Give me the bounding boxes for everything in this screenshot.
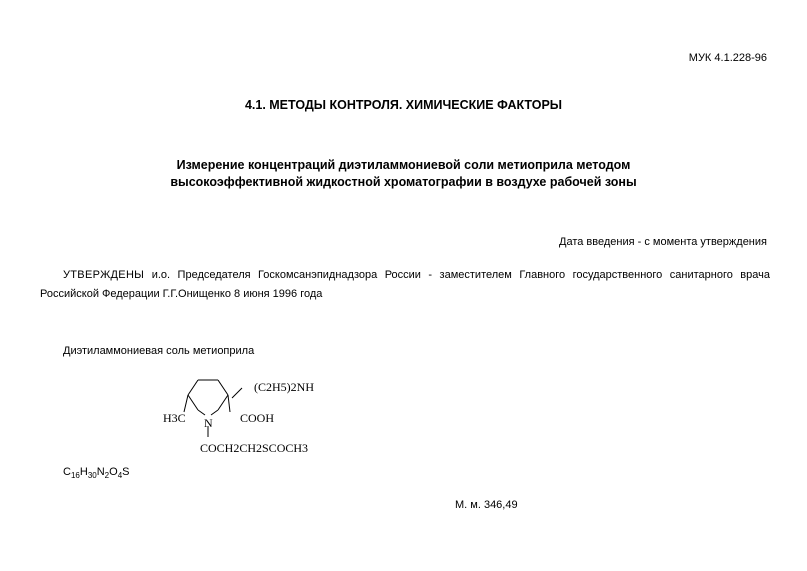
section-title: 4.1. МЕТОДЫ КОНТРОЛЯ. ХИМИЧЕСКИЕ ФАКТОРЫ <box>244 98 563 112</box>
effective-date: Дата введения - с момента утверждения <box>559 236 767 248</box>
methyl-label: H3C <box>163 411 186 425</box>
document-code: МУК 4.1.228-96 <box>688 52 767 64</box>
approval-lead: УТВЕРЖДЕНЫ <box>63 269 145 281</box>
salt-label: (C2H5)2NH <box>254 380 314 394</box>
approval-text: и.о. Председателя Госкомсанэпиднадзора России - заместителем Главного государственного санитарного врача Российской Федерации Г.Г.Онищенко 8 июня 1996 года <box>40 269 770 300</box>
main-title-line-2: высокоэффективной жидкостной хроматографии в воздухе рабочей зоны <box>170 175 637 189</box>
main-title <box>100 157 707 191</box>
piperidine-ring <box>184 380 242 437</box>
substance-name: Диэтиламмониевая соль метиоприла <box>63 345 255 357</box>
ring-nitrogen-label: N <box>204 416 213 430</box>
main-title-line-1: Измерение концентраций диэтиламмониевой соли метиоприла методом <box>176 158 631 172</box>
approval-paragraph <box>40 266 770 304</box>
structural-formula <box>150 370 350 460</box>
molar-mass: М. м. 346,49 <box>455 499 518 511</box>
carboxyl-label: COOH <box>240 411 275 425</box>
molecular-formula: $C_{16}H_{30}N_2O_4S$ <box>63 466 130 480</box>
acyl-label: COCH2CH2SCOCH3 <box>200 441 309 455</box>
